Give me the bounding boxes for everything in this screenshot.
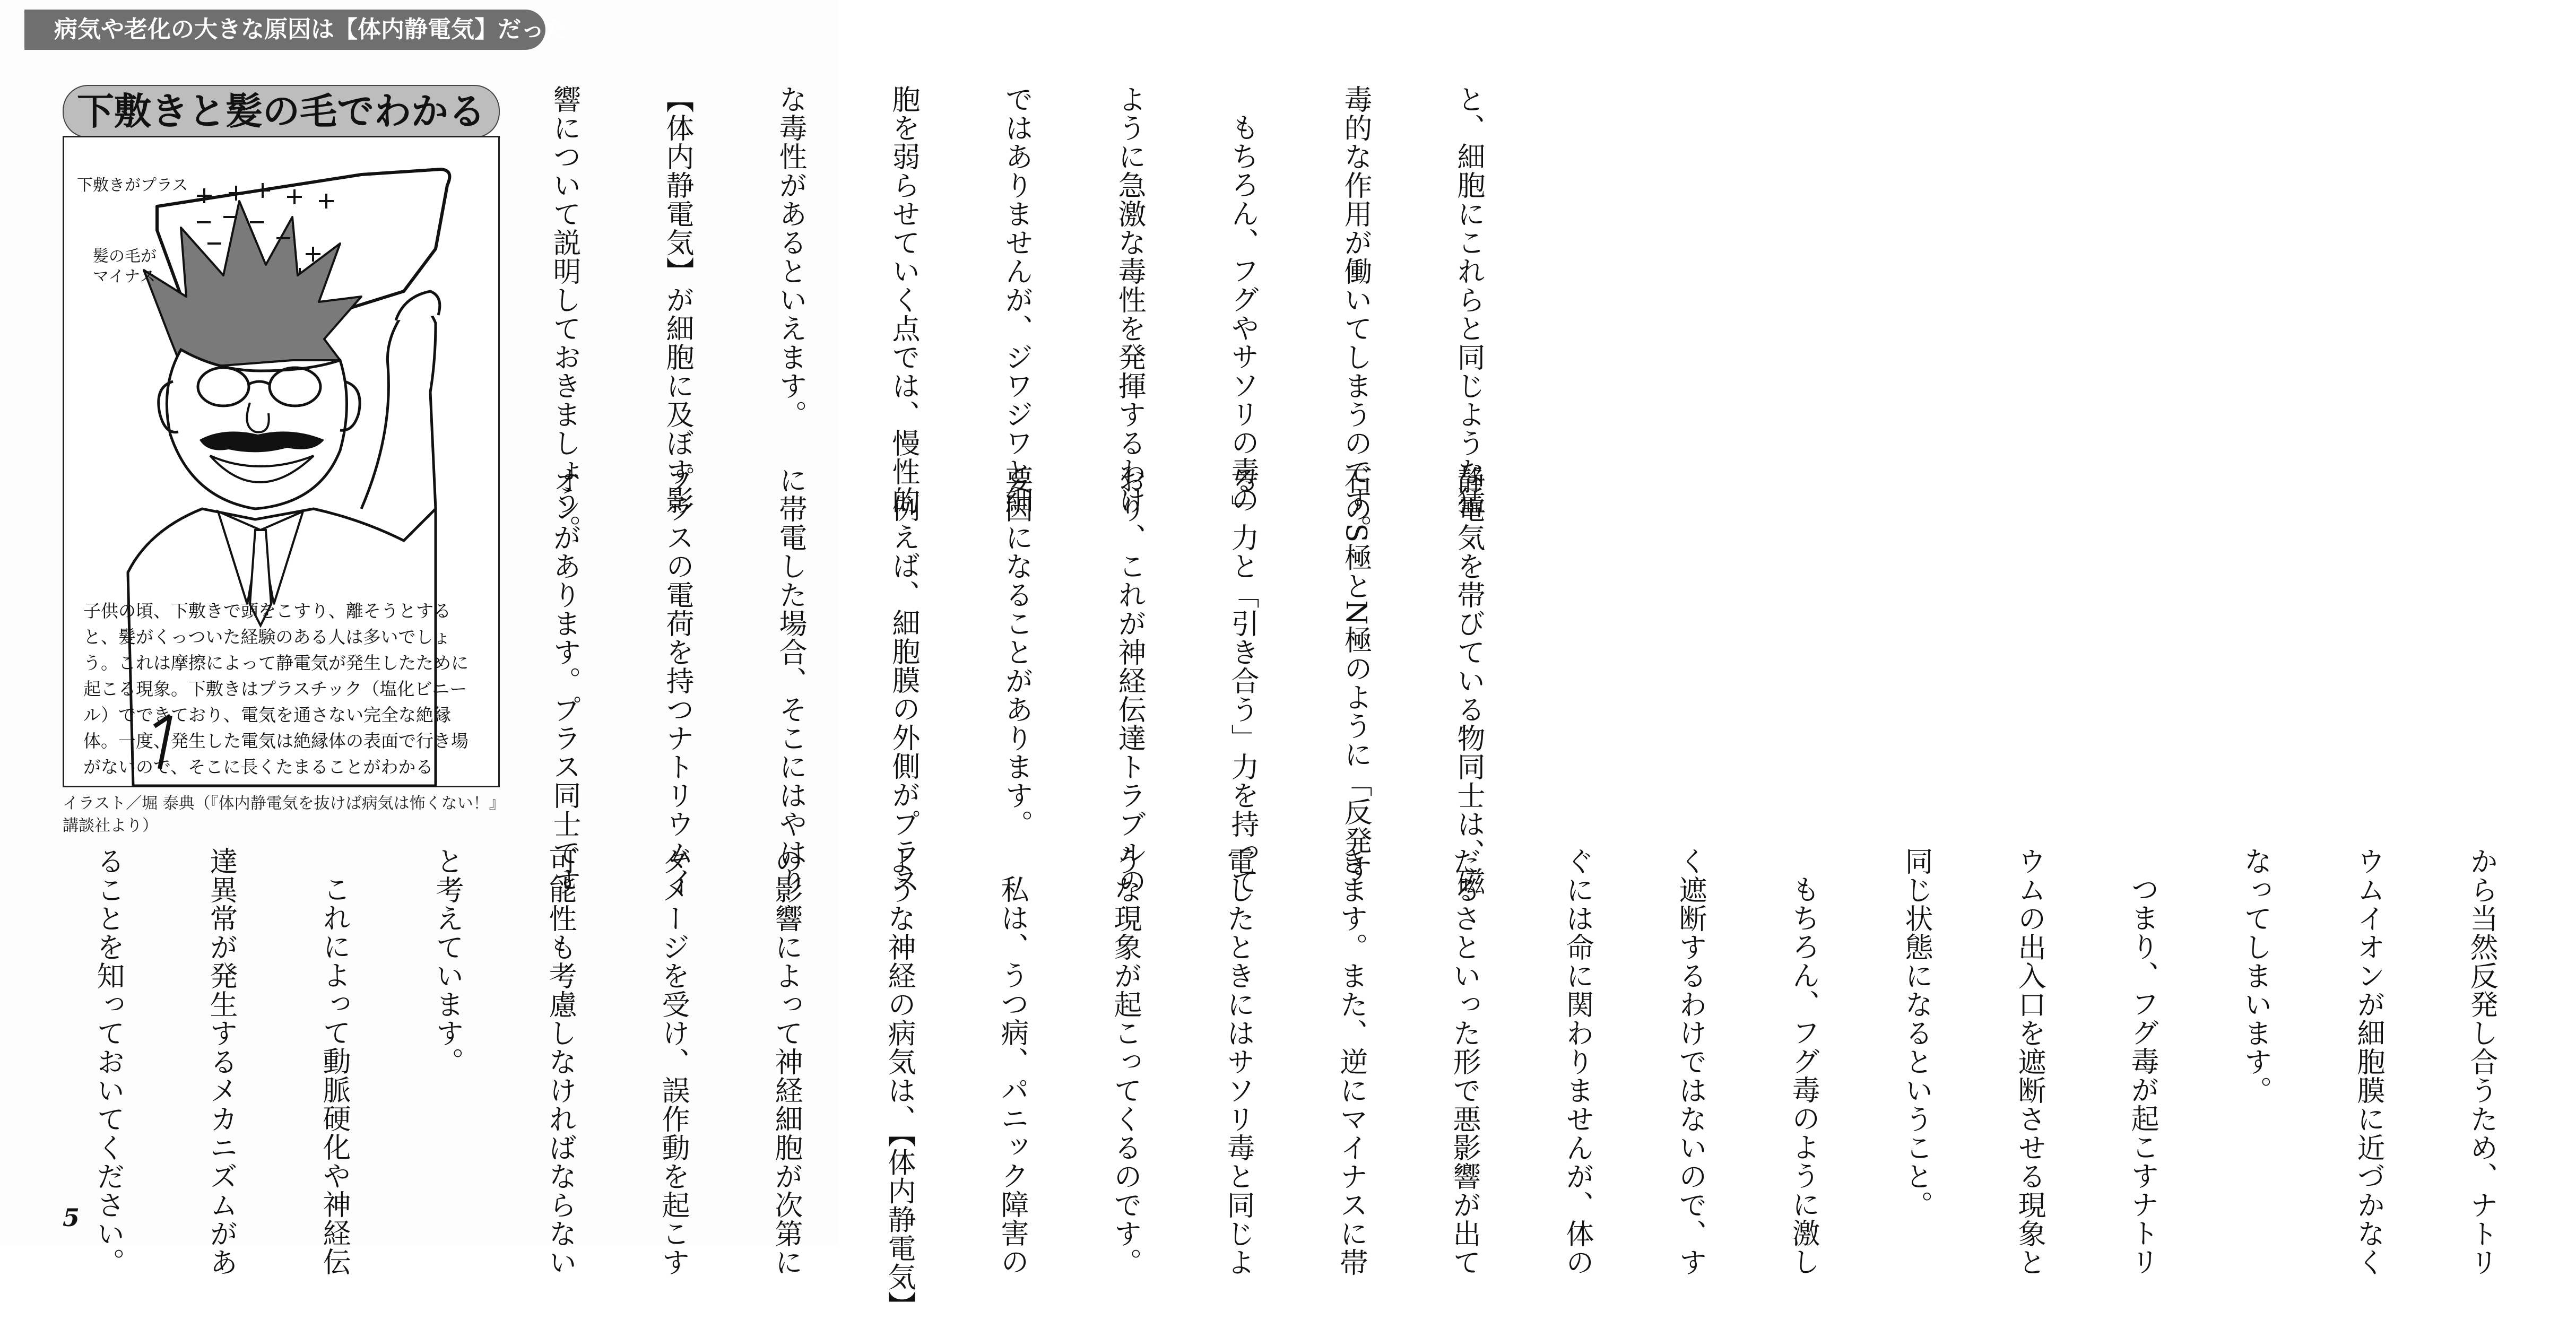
chapter-header-bar (24, 10, 568, 50)
chapter-header-title: 病気や老化の大きな原因は【体内静電気】だった (54, 16, 568, 43)
text-line: ウムの出入口を遮断させる現象と (2014, 847, 2046, 1276)
text-line: ではありませんが、ジワジワと細 (1001, 85, 1033, 515)
label-shitajiki-plus: 下敷きがプラス (77, 176, 188, 195)
figure-caption: 子供の頃、下敷きで頭をこすり、離そうとすると、髪がくっついた経験のある人は多いでしょう。これは摩擦によって静電気が発生したために起こる現象。下敷きはプラスチック（塩化ビニール）でできており、電気を通さない完全な絶縁体。一度、発生した電気は絶縁体の表面で行き場がないので、そこに長くたまることがわかる (83, 601, 469, 777)
text-line: 静電気を帯びている物同士は、磁 (1453, 466, 1485, 896)
text-line: と、細胞にこれらと同じような猛 (1453, 85, 1485, 515)
credit-line: 講談社より） (63, 817, 158, 835)
text-line: きます。また、逆にマイナスに帯 (1335, 847, 1368, 1276)
text-line: つまり、フグ毒が起こすナトリ (2127, 875, 2159, 1276)
face-shape (167, 350, 346, 509)
page-number: 5 (63, 1203, 80, 1232)
text-line: オンがあります。プラス同士です (549, 466, 581, 896)
upper-right-text-column (508, 85, 1563, 543)
illustration-credit (63, 793, 503, 837)
text-line: から当然反発し合うため、ナトリ (2466, 847, 2498, 1276)
text-line: ような神経の病気は、【体内静電気】 (883, 847, 916, 1320)
label-kami-minus-line1: 髪の毛が (93, 247, 157, 266)
text-line: 響について説明しておきましょう。 (549, 85, 581, 543)
text-line: もちろん、フグ毒のように激し (1788, 875, 1820, 1276)
text-line: の影響によって神経細胞が次第に (770, 847, 803, 1276)
text-line: 例えば、細胞膜の外側がプラス (888, 494, 920, 895)
text-line: く遮断するわけではないので、す (1675, 847, 1707, 1276)
text-line: 【体内静電気】が細胞に及ぼす影 (662, 85, 694, 515)
text-line: なってしまいます。 (2240, 847, 2272, 1105)
text-line: だるさといった形で悪影響が出て (1449, 847, 1481, 1276)
label-kami-minus-line2: マイナス (93, 267, 156, 286)
text-line: おり、これが神経伝達トラブルの (1114, 466, 1146, 896)
text-line: 私は、うつ病、パニック障害の (996, 875, 1029, 1276)
text-line: 要因になることがあります。 (1001, 466, 1033, 838)
raised-arm-shape (361, 307, 436, 509)
text-line: プラスの電荷を持つナトリウムイ (662, 466, 694, 896)
text-line: 電したときにはサソリ毒と同じよ (1222, 847, 1255, 1276)
bottom-text-column (52, 847, 2576, 1320)
text-line: 毒的な作用が働いてしまうのです。 (1340, 85, 1372, 543)
text-line: ぐには命に関わりませんが、体の (1562, 847, 1594, 1276)
text-line: もちろん、フグやサソリの毒の (1227, 113, 1259, 514)
figure-title: 下敷きと髪の毛でわかる (63, 85, 500, 138)
text-line: これによって動脈硬化や神経伝 (318, 875, 351, 1276)
middle-right-text-column (508, 466, 1563, 896)
figure-illustration-box (63, 136, 500, 787)
text-line: な毒性があるといえます。 (775, 85, 807, 429)
text-line: と考えています。 (431, 847, 464, 1076)
text-line: 可能性も考慮しなければならない (544, 847, 577, 1276)
text-line: ウムイオンが細胞膜に近づかなく (2353, 847, 2385, 1276)
text-line: ダメージを受け、誤作動を起こす (657, 847, 690, 1276)
text-line: 達異常が発生するメカニズムがあ (205, 847, 238, 1276)
text-line: 胞を弱らせていく点では、慢性的 (888, 85, 920, 515)
text-line: 石のS極とN極のように「反発す (1340, 466, 1372, 883)
text-line: ように急激な毒性を発揮するわけ (1114, 85, 1146, 515)
text-line: うな現象が起こってくるのです。 (1109, 847, 1142, 1276)
text-line: に帯電した場合、そこにはやはり (775, 466, 807, 896)
text-line: 同じ状態になるということ。 (1901, 847, 1933, 1219)
credit-line: イラスト／堀 泰典（『体内静電気を抜けば病気は怖くない！』 (63, 794, 505, 813)
text-line: ることを知っておいてください。 (92, 847, 125, 1276)
text-line: る」力と「引き合う」力を持って (1227, 466, 1259, 896)
